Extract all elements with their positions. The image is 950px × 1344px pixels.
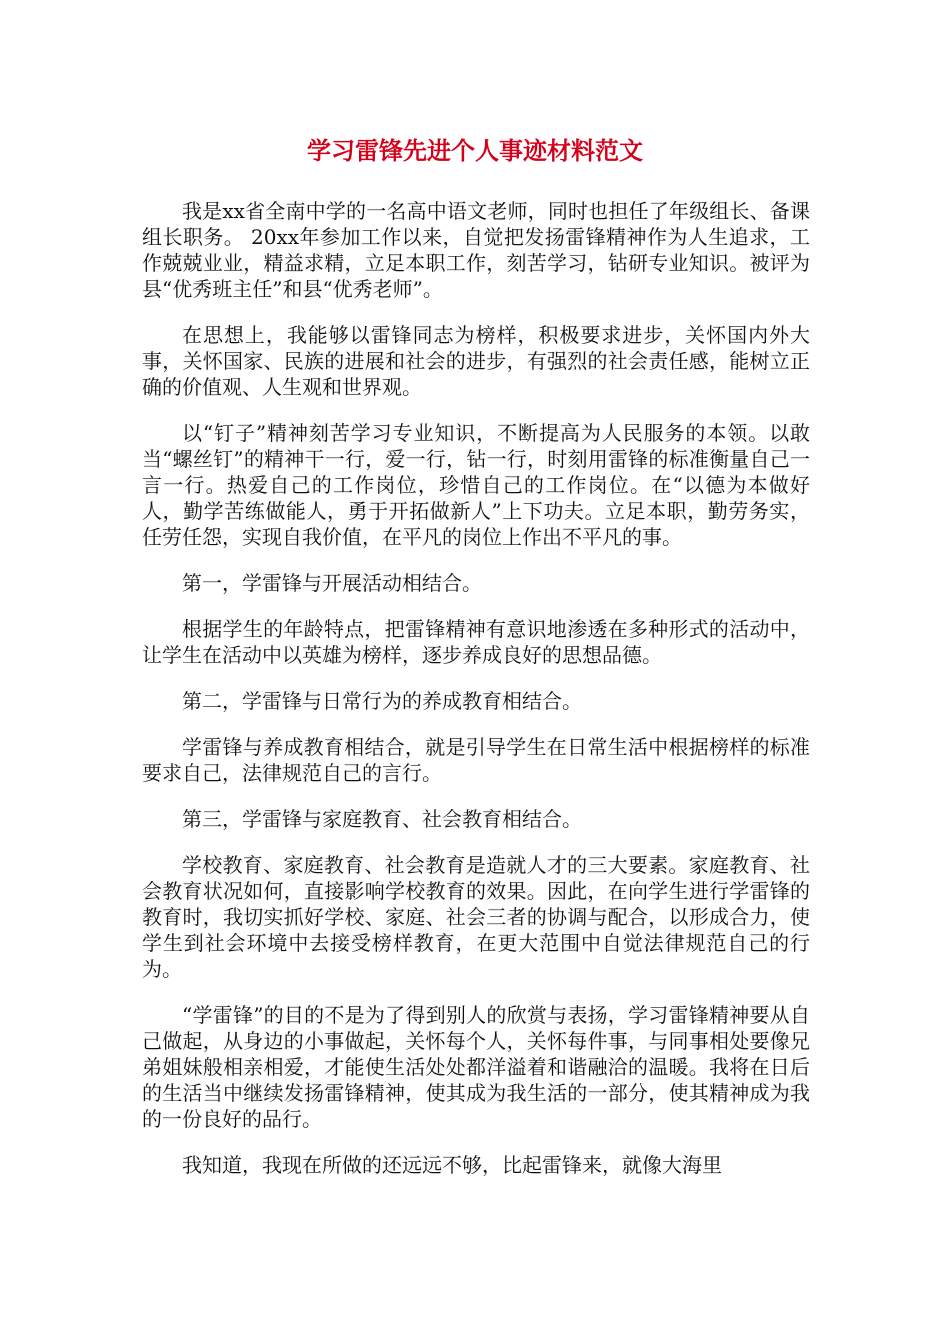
paragraph: 在思想上，我能够以雷锋同志为榜样，积极要求进步，关怀国内外大事，关怀国家、民族的进展和社会的进步，有强烈的社会责任感，能树立正确的价值观、人生观和世界观。 xyxy=(142,323,810,399)
paragraph: 根据学生的年龄特点，把雷锋精神有意识地渗透在多种形式的活动中，让学生在活动中以英雄为榜样，逐步养成良好的思想品德。 xyxy=(142,617,810,667)
paragraph: 以“钉子”精神刻苦学习专业知识，不断提高为人民服务的本领。以敢当“螺丝钉”的精神干一行，爱一行，钻一行，时刻用雷锋的标准衡量自己一言一行。热爱自己的工作岗位，珍惜自己的工作岗位。在“以德为本做好人，勤学苦练做能人，勇于开拓做新人”上下功夫。立足本职，勤劳务实，任劳任怨，实现自我价值，在平凡的岗位上作出不平凡的事。 xyxy=(142,421,810,549)
document-title: 学习雷锋先进个人事迹材料范文 xyxy=(307,137,643,165)
section-heading: 第一，学雷锋与开展活动相结合。 xyxy=(182,571,482,595)
paragraph: 学雷锋与养成教育相结合，就是引导学生在日常生活中根据榜样的标准要求自己，法律规范自己的言行。 xyxy=(142,735,810,785)
paragraph: 我知道，我现在所做的还远远不够，比起雷锋来，就像大海里 xyxy=(182,1153,722,1177)
section-heading: 第三，学雷锋与家庭教育、社会教育相结合。 xyxy=(182,807,582,831)
paragraph: 我是xx省全南中学的一名高中语文老师，同时也担任了年级组长、备课组长职务。 20xx年参加工作以来，自觉把发扬雷锋精神作为人生追求，工作兢兢业业，精益求精，立足本职工作，刻苦学习，钻研专业知识。被评为县“优秀班主任”和县“优秀老师”。 xyxy=(142,199,810,301)
document-body xyxy=(142,198,810,1198)
paragraph: “学雷锋”的目的不是为了得到别人的欣赏与表扬，学习雷锋精神要从自己做起，从身边的小事做起，关怀每个人，关怀每件事，与同事相处要像兄弟姐妹般相亲相爱，才能使生活处处都洋溢着和谐融洽的温暖。我将在日后的生活当中继续发扬雷锋精神，使其成为我生活的一部分，使其精神成为我的一份良好的品行。 xyxy=(142,1003,810,1131)
section-heading: 第二，学雷锋与日常行为的养成教育相结合。 xyxy=(182,689,582,713)
paragraph: 学校教育、家庭教育、社会教育是造就人才的三大要素。家庭教育、社会教育状况如何，直接影响学校教育的效果。因此，在向学生进行学雷锋的教育时，我切实抓好学校、家庭、社会三者的协调与配合，以形成合力，使学生到社会环境中去接受榜样教育，在更大范围中自觉法律规范自己的行为。 xyxy=(142,853,810,981)
